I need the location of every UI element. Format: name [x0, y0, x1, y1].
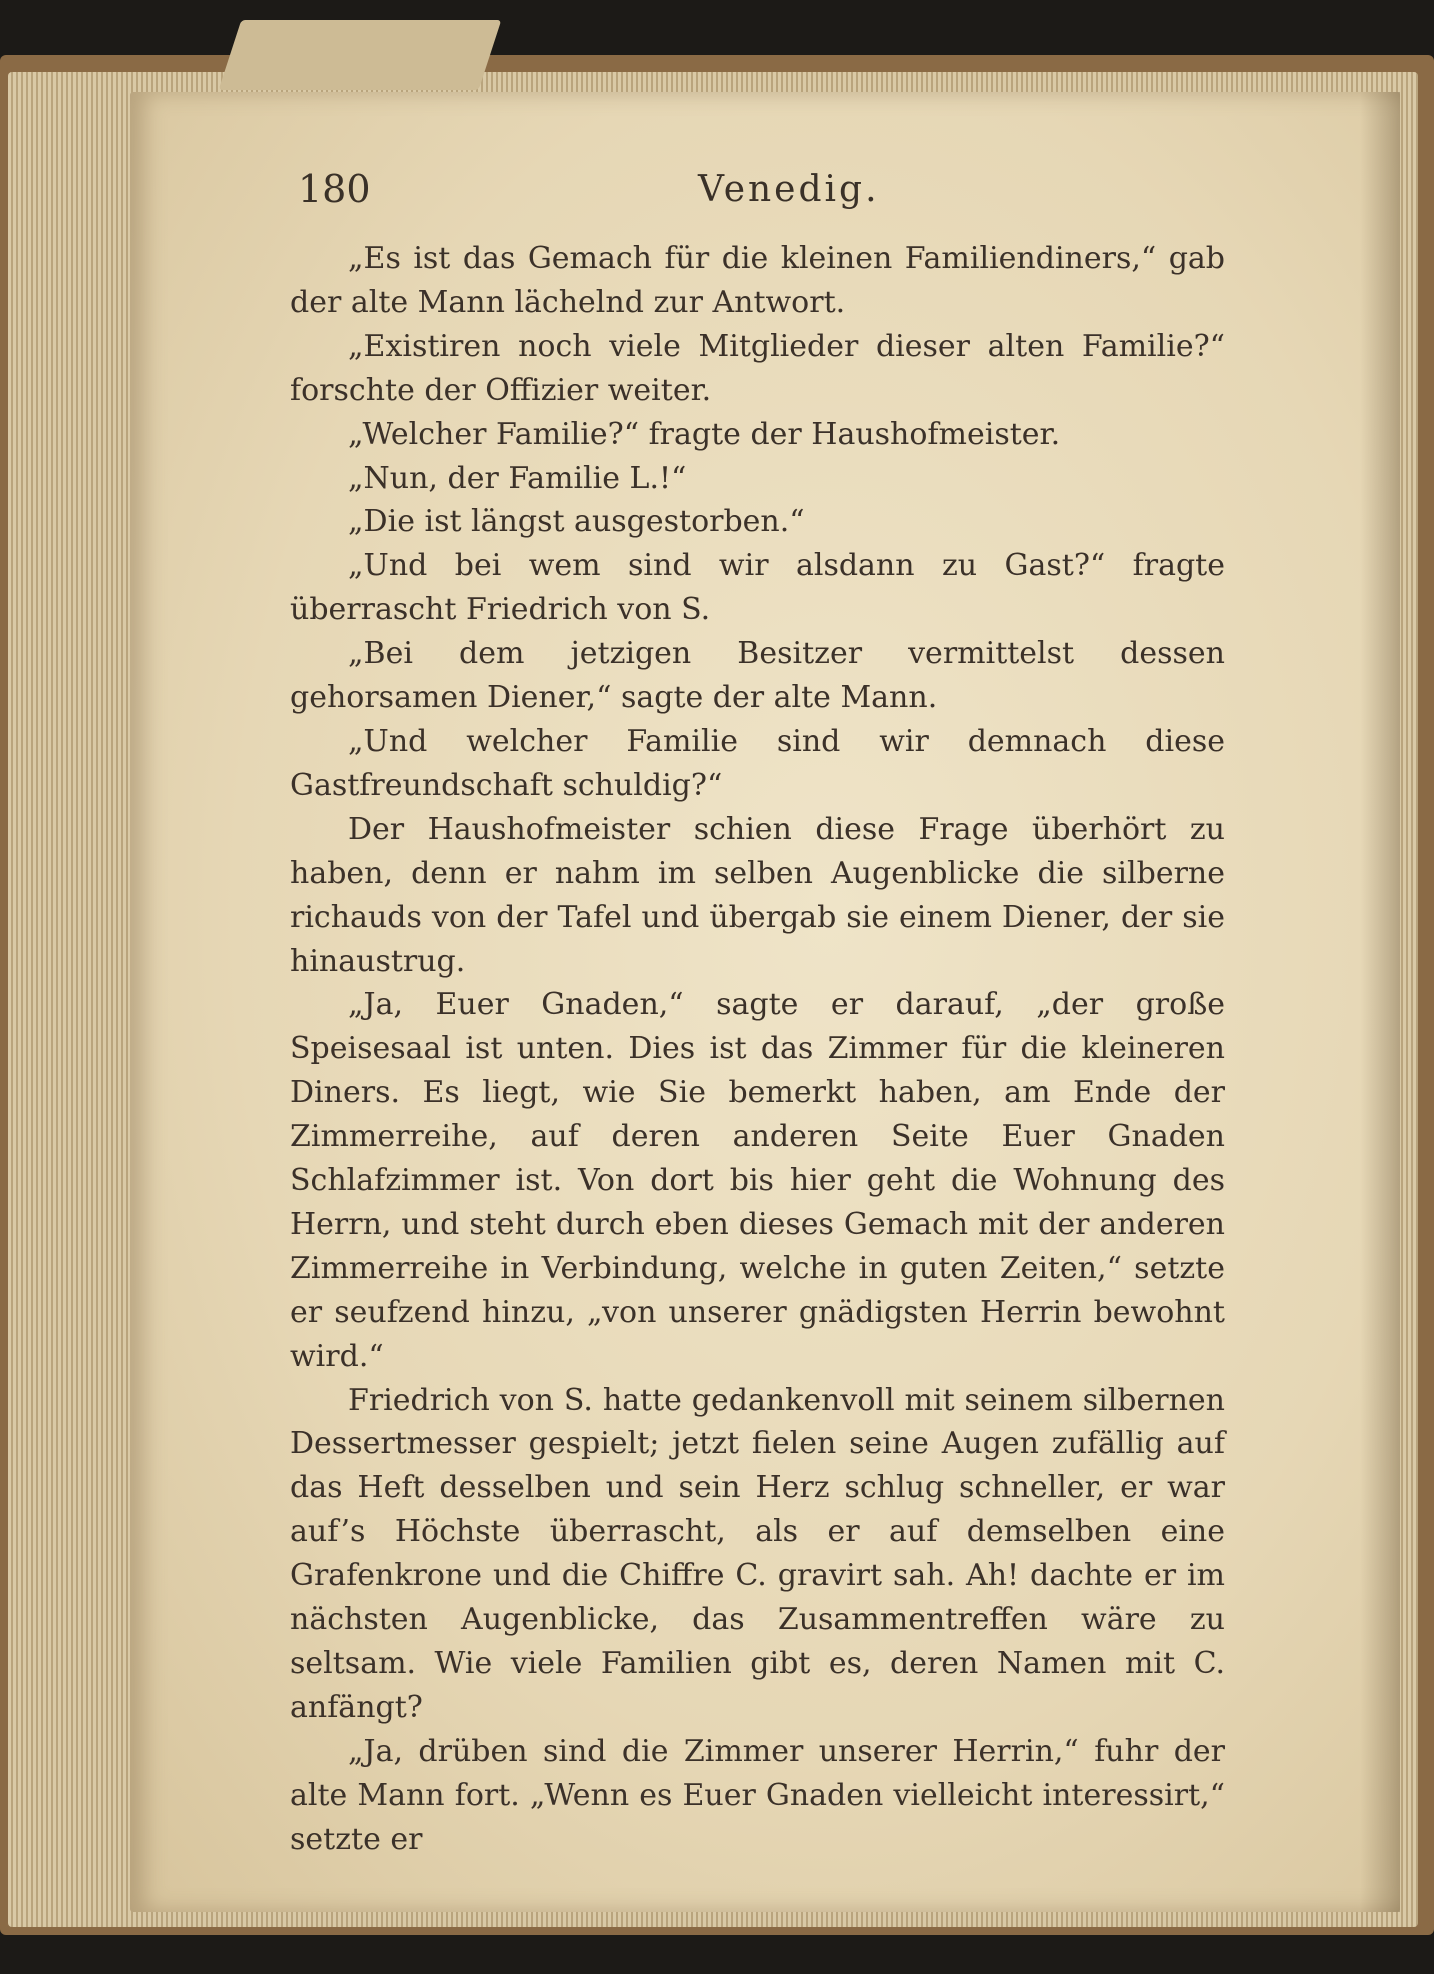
paragraph: „Und bei wem sind wir alsdann zu Gast?“ fragte überrascht Friedrich von S.	[290, 548, 1225, 628]
body-text	[290, 237, 1225, 1862]
page-number: 180	[298, 167, 371, 211]
paragraph: Der Haushofmeister schien diese Frage überhört zu haben, denn er nahm im selben Augenblicke die silberne richauds von der Tafel und übergab sie einem Diener, der sie hinaustrug.	[290, 811, 1225, 979]
running-title: Venedig.	[698, 169, 880, 210]
book-page	[130, 92, 1400, 1912]
paragraph: Friedrich von S. hatte gedankenvoll mit seinem silbernen Dessertmesser gespielt; jetzt fielen seine Augen zufällig auf das Heft desselben und sein Herz schlug schneller, er war auf’s Höchste überrascht, als er auf demselben eine Grafenkrone und die Chiffre C. gravirt sah. Ah! dachte er im nächsten Augenblicke, das Zusammentreffen wäre zu seltsam. Wie viele Familien gibt es, deren Namen mit C. anfängt?	[290, 1382, 1225, 1725]
paragraph: „Welcher Familie?“ fragte der Haushofmeister.	[348, 416, 1061, 452]
paragraph: „Ja, drüben sind die Zimmer unserer Herrin,“ fuhr der alte Mann fort. „Wenn es Euer Gnaden vielleicht interessirt,“ setzte er	[290, 1733, 1225, 1857]
paragraph: „Die ist längst ausgestorben.“	[348, 504, 805, 540]
page-gutter	[1360, 92, 1400, 1912]
paragraph: „Ja, Euer Gnaden,“ sagte er darauf, „der große Speisesaal ist unten. Dies ist das Zimmer für die kleineren Diners. Es liegt, wie Sie bemerkt haben, am Ende der Zimmerreihe, auf deren anderen Seite Euer Gnaden Schlafzimmer ist. Von dort bis hier geht die Wohnung des Herrn, und steht durch eben dieses Gemach mit der anderen Zimmerreihe in Verbindung, welche in guten Zeiten,“ setzte er seufzend hinzu, „von unserer gnädigsten Herrin bewohnt wird.“	[290, 987, 1225, 1374]
paragraph: „Es ist das Gemach für die kleinen Familiendiners,“ gab der alte Mann lächelnd zur Antwort.	[290, 241, 1225, 320]
paragraph: „Existiren noch viele Mitglieder dieser alten Familie?“ forschte der Offizier weiter.	[290, 328, 1225, 408]
paragraph: „Bei dem jetzigen Besitzer vermittelst dessen gehorsamen Diener,“ sagte der alte Mann.	[290, 636, 1225, 716]
page-header	[298, 167, 1228, 227]
paragraph: „Nun, der Familie L.!“	[348, 460, 687, 496]
paragraph: „Und welcher Familie sind wir demnach diese Gastfreundschaft schuldig?“	[290, 723, 1225, 803]
torn-page-fragment	[219, 20, 502, 90]
